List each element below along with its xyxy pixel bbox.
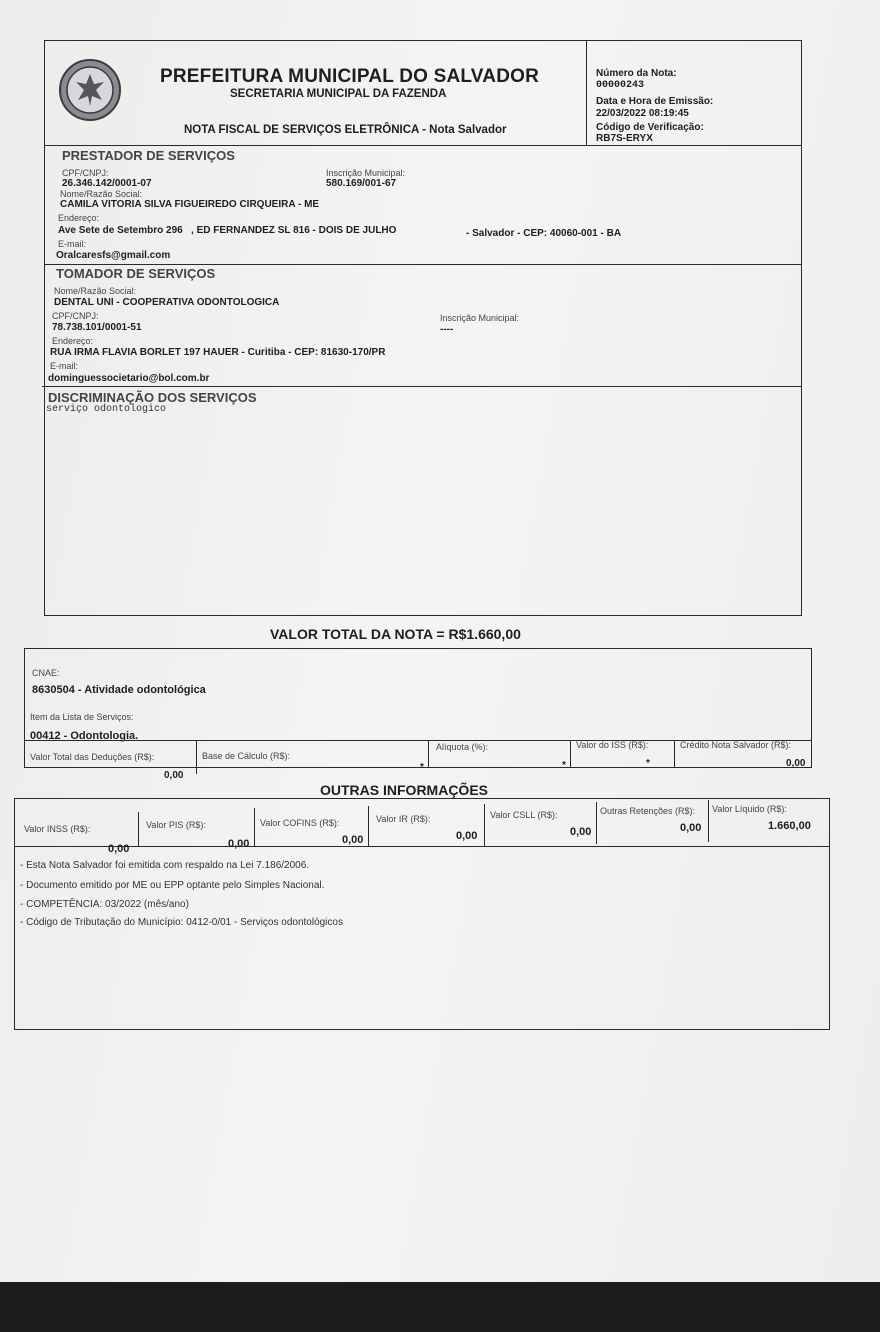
prestador-title: PRESTADOR DE SERVIÇOS: [62, 148, 235, 163]
outras-divider-6: [708, 800, 709, 842]
base-value: *: [420, 762, 424, 773]
tax-divider-3: [570, 740, 571, 768]
cofins-label: Valor COFINS (R$):: [260, 818, 340, 828]
outras-divider-2: [254, 808, 255, 846]
item-lista-value: 00412 - Odontologia.: [30, 730, 139, 742]
prestador-endereco-label: Endereço:: [58, 213, 100, 223]
outras-line-2: - Documento emitido por ME ou EPP optante pelo Simples Nacional.: [20, 880, 325, 891]
cofins-value: 0,00: [342, 834, 364, 846]
retencoes-label: Outras Retenções (R$):: [600, 806, 696, 816]
tomador-endereco-value: RUA IRMA FLAVIA BORLET 197 HAUER - Curitiba - CEP: 81630-170/PR: [50, 347, 386, 358]
header-divider: [586, 40, 587, 145]
retencoes-value: 0,00: [680, 822, 702, 834]
prestador-cpf-value: 26.346.142/0001-07: [62, 178, 152, 189]
aliquota-value: *: [562, 760, 566, 771]
tax-divider-2: [428, 740, 429, 768]
verificacao-label: Código de Verificação:: [596, 122, 704, 133]
header-bottom-line: [44, 145, 802, 146]
prestador-endereco-value: Ave Sete de Setembro 296 , ED FERNANDEZ SL 816 - DOIS DE JULHO: [58, 225, 397, 236]
iss-value: *: [646, 758, 650, 769]
csll-label: Valor CSLL (R$):: [490, 810, 558, 820]
city-seal-icon: [58, 58, 122, 122]
verificacao-value: RB7S-ERYX: [596, 133, 653, 144]
prestador-bottom-line: [44, 264, 802, 265]
base-label: Base de Cálculo (R$):: [202, 751, 291, 761]
csll-value: 0,00: [570, 826, 592, 838]
valor-total: VALOR TOTAL DA NOTA = R$1.660,00: [270, 626, 521, 642]
aliquota-label: Alíquota (%):: [436, 742, 489, 752]
credito-value: 0,00: [786, 758, 806, 769]
outras-divider-5: [596, 802, 597, 844]
outras-divider-3: [368, 806, 369, 846]
credito-label: Crédito Nota Salvador (R$):: [680, 740, 792, 750]
prestador-im-label: Inscrição Municipal:: [326, 168, 406, 178]
tax-divider-1: [196, 740, 197, 774]
cnae-value: 8630504 - Atividade odontológica: [32, 684, 206, 696]
prestador-email-value: Oralcaresfs@gmail.com: [56, 250, 171, 261]
numero-label: Número da Nota:: [596, 68, 677, 79]
header-doc-type: NOTA FISCAL DE SERVIÇOS ELETRÔNICA - Nota Salvador: [184, 124, 507, 136]
tomador-email-label: E-mail:: [50, 361, 79, 371]
outras-line-3: - COMPETÊNCIA: 03/2022 (mês/ano): [20, 899, 189, 910]
deducoes-label: Valor Total das Deduções (R$):: [30, 752, 155, 762]
prestador-nome-value: CAMILA VITORIA SILVA FIGUEIREDO CIRQUEIRA - ME: [60, 199, 320, 210]
outras-divider-1: [138, 812, 139, 846]
tomador-nome-label: Nome/Razão Social:: [54, 286, 137, 296]
cnae-label: CNAE:: [32, 668, 60, 678]
outras-line-1: - Esta Nota Salvador foi emitida com respaldo na Lei 7.186/2006.: [20, 860, 310, 871]
tomador-title: TOMADOR DE SERVIÇOS: [56, 266, 216, 281]
emissao-value: 22/03/2022 08:19:45: [596, 108, 689, 119]
pis-value: 0,00: [228, 838, 250, 850]
ir-label: Valor IR (R$):: [376, 814, 431, 824]
outras-line-4: - Código de Tributação do Município: 0412-0/01 - Serviços odontológicos: [20, 917, 343, 928]
prestador-nome-label: Nome/Razão Social:: [60, 189, 143, 199]
ir-value: 0,00: [456, 830, 478, 842]
inss-value: 0,00: [108, 843, 130, 855]
item-lista-label: Item da Lista de Serviços:: [30, 712, 134, 722]
pis-label: Valor PIS (R$):: [146, 820, 206, 830]
tomador-cpf-value: 78.738.101/0001-51: [52, 322, 142, 333]
inss-label: Valor INSS (R$):: [24, 824, 91, 834]
liquido-label: Valor Líquido (R$):: [712, 804, 787, 814]
tomador-cpf-label: CPF/CNPJ:: [52, 311, 99, 321]
numero-value: 00000243: [596, 80, 645, 91]
tomador-im-label: Inscrição Municipal:: [440, 313, 520, 323]
emissao-label: Data e Hora de Emissão:: [596, 96, 714, 107]
discriminacao-text: serviço odontologico: [46, 404, 167, 415]
prestador-email-label: E-mail:: [58, 239, 87, 249]
prestador-cidade-value: - Salvador - CEP: 40060-001 - BA: [466, 228, 622, 239]
liquido-value: 1.660,00: [768, 820, 811, 832]
deducoes-value: 0,00: [164, 770, 184, 781]
iss-label: Valor do ISS (R$):: [576, 740, 649, 750]
outras-divider-4: [484, 804, 485, 846]
tomador-im-value: ----: [440, 324, 454, 335]
tomador-endereco-label: Endereço:: [52, 336, 94, 346]
tomador-bottom-line: [42, 386, 802, 387]
prestador-cpf-label: CPF/CNPJ:: [62, 168, 109, 178]
tomador-nome-value: DENTAL UNI - COOPERATIVA ODONTOLOGICA: [54, 297, 280, 308]
tomador-email-value: dominguessocietario@bol.com.br: [48, 373, 210, 384]
header-subtitle: SECRETARIA MUNICIPAL DA FAZENDA: [230, 88, 447, 100]
outras-values-bottom-line: [14, 846, 830, 847]
prestador-im-value: 580.169/001-67: [326, 178, 397, 189]
outras-title: OUTRAS INFORMAÇÕES: [320, 782, 488, 798]
servico-frame: [24, 648, 812, 768]
header-title: PREFEITURA MUNICIPAL DO SALVADOR: [160, 66, 540, 87]
tax-divider-4: [674, 740, 675, 768]
discriminacao-title: DISCRIMINAÇÃO DOS SERVIÇOS: [48, 390, 257, 405]
